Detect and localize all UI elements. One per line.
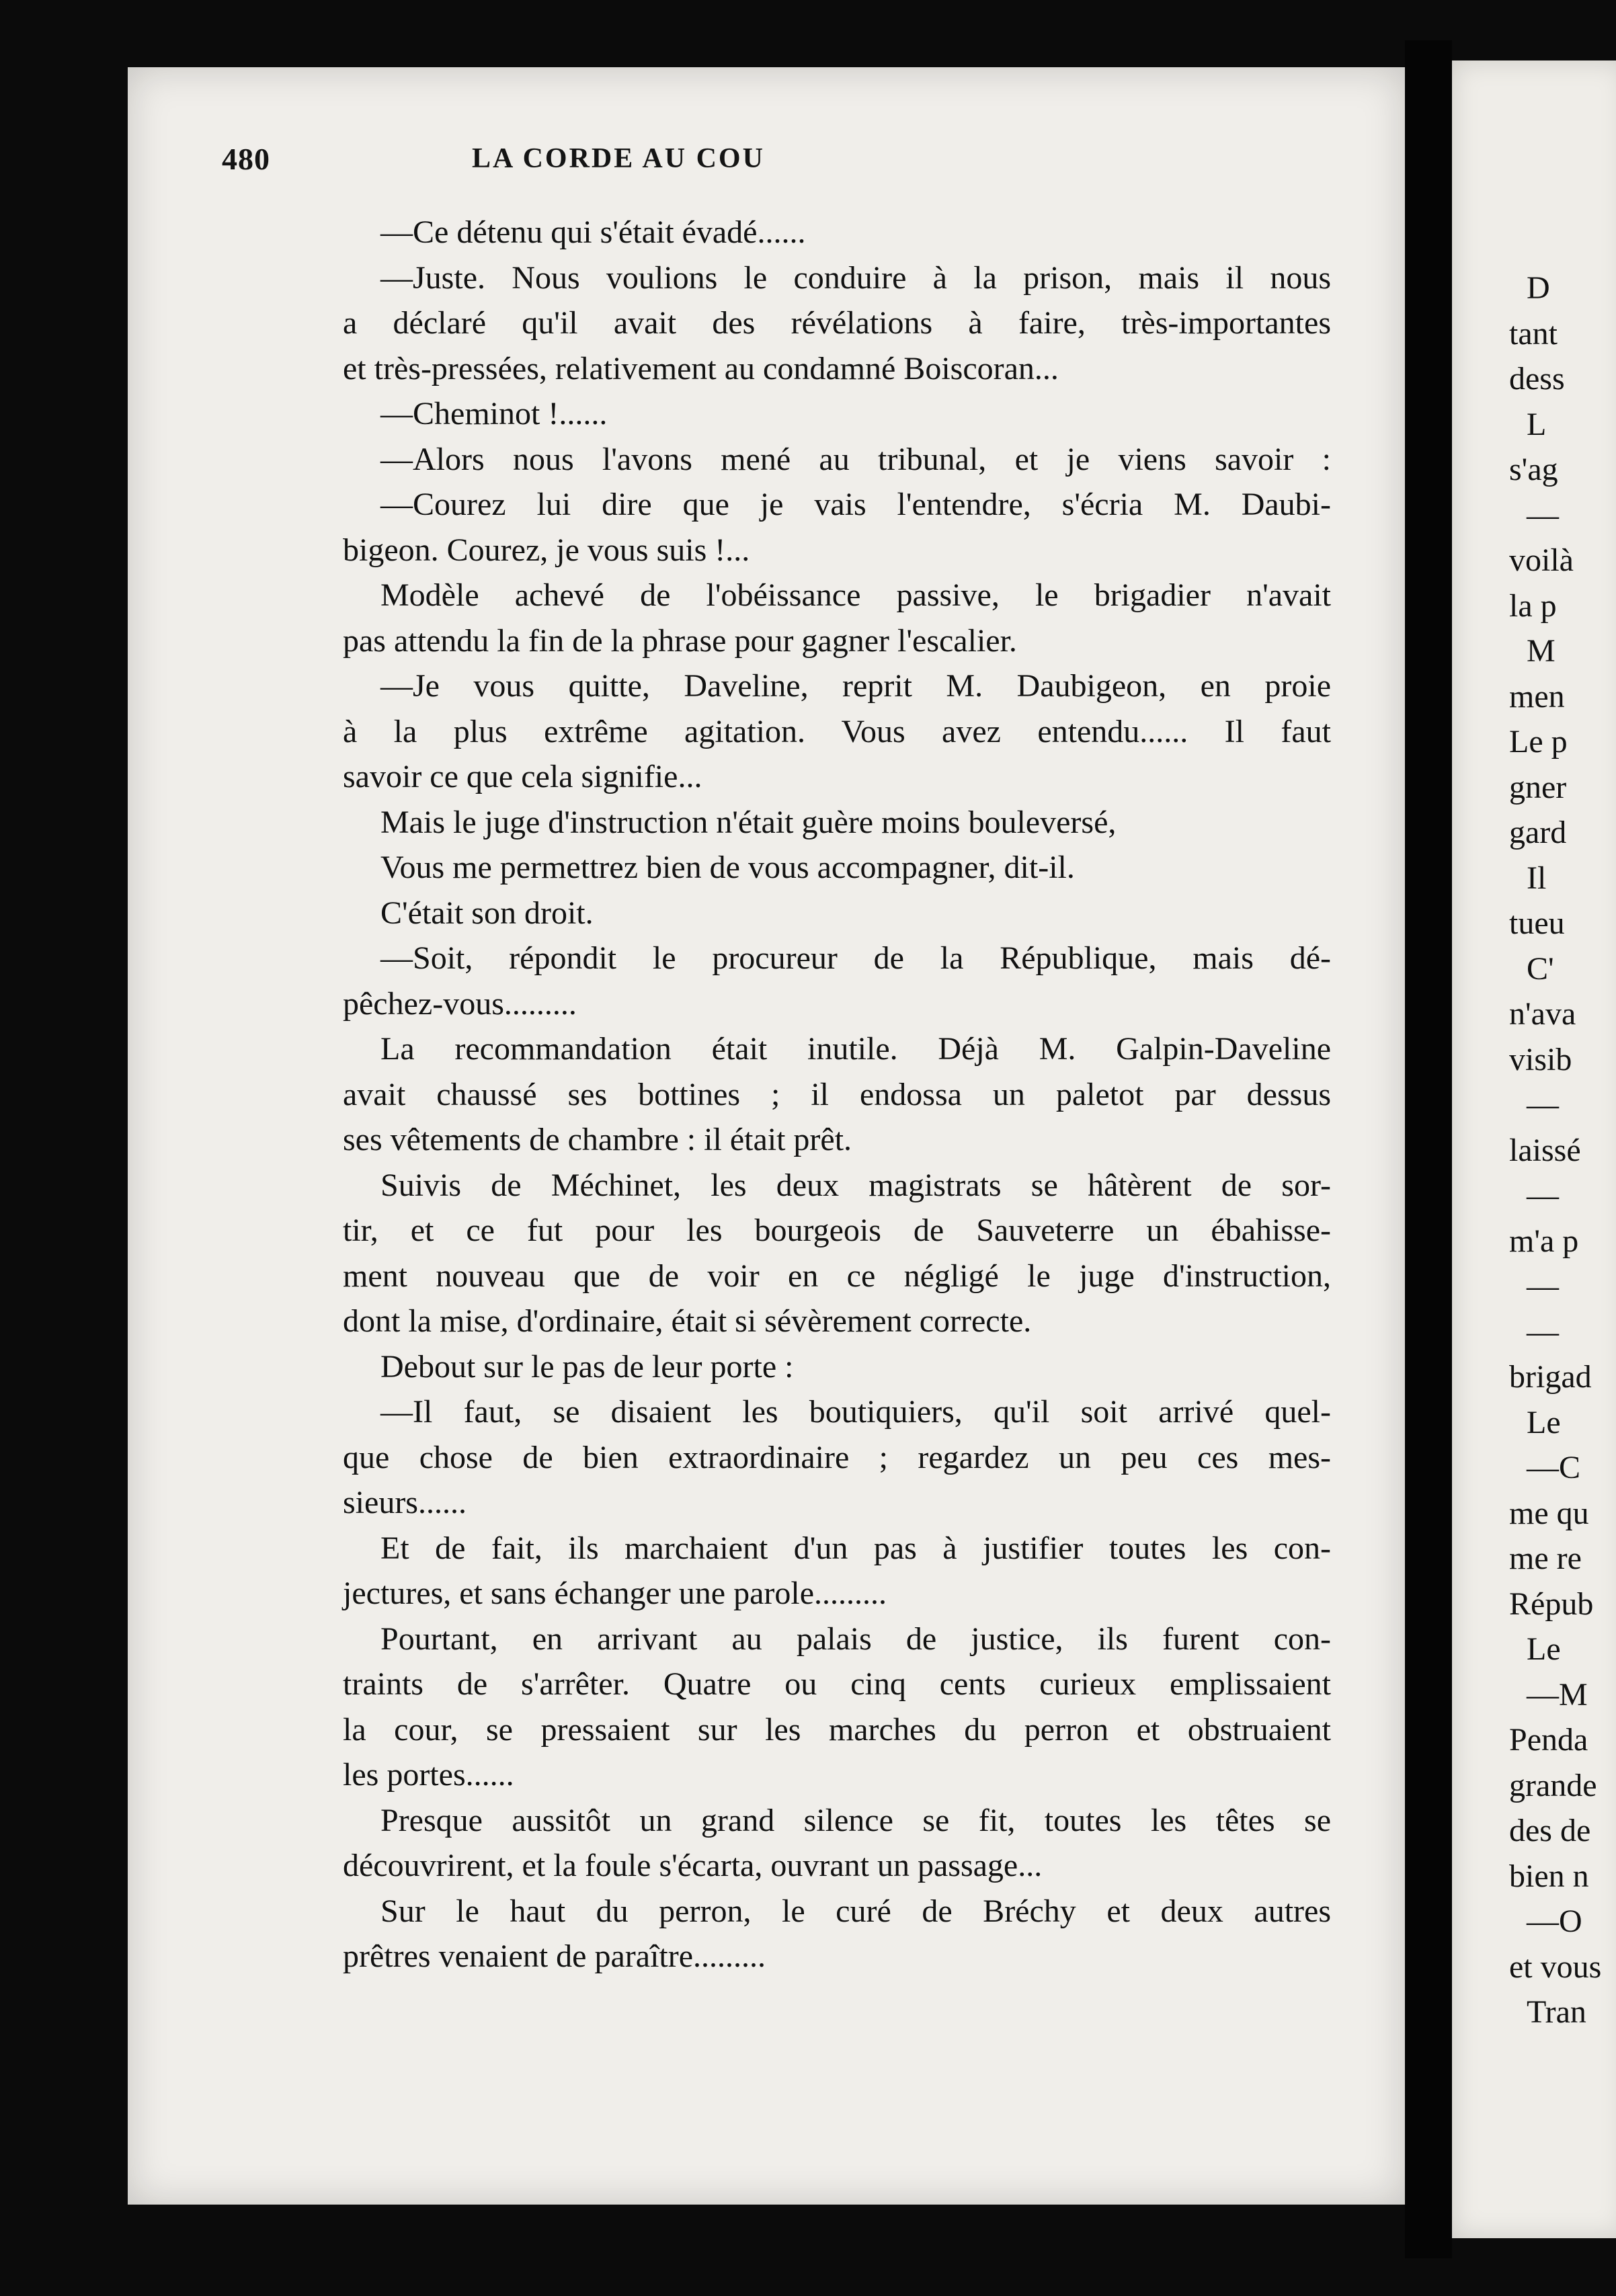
text-line: traints de s'arrêter. Quatre ou cinq cents curieux emplissaient: [343, 1666, 1331, 1702]
text-line-fragment: et vous: [1509, 1949, 1602, 1985]
text-line-fragment: D: [1527, 270, 1550, 306]
text-line: —Il faut, se disaient les boutiquiers, qu'il soit arrivé quel-: [380, 1394, 1331, 1430]
text-line-fragment: visib: [1509, 1041, 1572, 1077]
book-gutter: [1405, 40, 1452, 2258]
text-line-fragment: —: [1527, 1178, 1559, 1213]
text-line-fragment: brigad: [1509, 1359, 1592, 1395]
text-line-fragment: —: [1527, 497, 1559, 533]
text-line-fragment: n'ava: [1509, 996, 1576, 1032]
text-line-fragment: des de: [1509, 1813, 1591, 1848]
text-line-fragment: grande: [1509, 1767, 1597, 1803]
text-line-fragment: s'ag: [1509, 452, 1558, 487]
page-number: 480: [222, 142, 270, 176]
text-line: Debout sur le pas de leur porte :: [380, 1348, 794, 1385]
text-line-fragment: —M: [1527, 1676, 1588, 1713]
text-line-fragment: M: [1527, 633, 1556, 669]
text-line-fragment: me re: [1509, 1541, 1582, 1576]
text-line: découvrirent, et la foule s'écarta, ouvrant un passage...: [343, 1848, 1043, 1883]
text-line: Mais le juge d'instruction n'était guère moins bouleversé,: [380, 804, 1117, 840]
text-line-fragment: —: [1527, 1268, 1559, 1304]
text-line: Suivis de Méchinet, les deux magistrats se hâtèrent de sor-: [380, 1167, 1331, 1203]
text-line: —Je vous quitte, Daveline, reprit M. Daubigeon, en proie: [380, 668, 1331, 704]
text-line: Sur le haut du perron, le curé de Bréchy et deux autres: [380, 1893, 1331, 1929]
text-line: —Cheminot !......: [380, 396, 608, 432]
text-line-fragment: tueu: [1509, 905, 1565, 941]
text-line-fragment: tant: [1509, 315, 1558, 352]
text-line-fragment: bien n: [1509, 1858, 1589, 1894]
text-line: avait chaussé ses bottines ; il endossa un paletot par dessus: [343, 1076, 1331, 1112]
text-line-fragment: Il: [1527, 860, 1547, 896]
text-line-fragment: C': [1527, 950, 1554, 987]
text-line: pêchez-vous.........: [343, 985, 577, 1022]
text-line-fragment: —C: [1527, 1450, 1581, 1485]
right-page-text: [1509, 265, 1616, 2035]
text-line: à la plus extrême agitation. Vous avez entendu...... Il faut: [343, 713, 1331, 749]
text-line-fragment: —: [1527, 1087, 1559, 1122]
text-line-fragment: Tran: [1527, 1994, 1586, 2030]
text-line-fragment: Le p: [1509, 724, 1568, 760]
text-line-fragment: men: [1509, 678, 1565, 714]
text-line: et très-pressées, relativement au condamné Boiscoran...: [343, 350, 1059, 386]
text-line: la cour, se pressaient sur les marches du perron et obstruaient: [343, 1711, 1331, 1748]
text-line: —Alors nous l'avons mené au tribunal, et je viens savoir :: [380, 441, 1331, 477]
text-line: Pourtant, en arrivant au palais de justice, ils furent con-: [380, 1621, 1331, 1657]
text-line-fragment: voilà: [1509, 542, 1574, 578]
text-line: que chose de bien extraordinaire ; regardez un peu ces mes-: [343, 1439, 1331, 1475]
text-line-fragment: Le: [1527, 1631, 1561, 1667]
text-line: les portes......: [343, 1757, 514, 1793]
text-line: —Courez lui dire que je vais l'entendre, s'écria M. Daubi-: [380, 487, 1331, 522]
text-line: dont la mise, d'ordinaire, était si sévèrement correcte.: [343, 1303, 1032, 1339]
text-line: a déclaré qu'il avait des révélations à faire, très-importantes: [343, 305, 1331, 341]
text-line: sieurs......: [343, 1485, 467, 1520]
text-line: Et de fait, ils marchaient d'un pas à justifier toutes les con-: [380, 1530, 1331, 1566]
text-line: jectures, et sans échanger une parole.........: [343, 1575, 887, 1611]
text-line-fragment: Le: [1527, 1404, 1561, 1440]
text-line-fragment: gner: [1509, 769, 1567, 805]
left-page-text: [343, 210, 1331, 1979]
text-line: savoir ce que cela signifie...: [343, 759, 702, 794]
text-line-fragment: la p: [1509, 587, 1557, 624]
text-line: —Juste. Nous voulions le conduire à la prison, mais il nous: [380, 259, 1331, 296]
text-line-fragment: —: [1527, 1313, 1559, 1350]
running-title: LA CORDE AU COU: [472, 143, 765, 174]
text-line: pas attendu la fin de la phrase pour gagner l'escalier.: [343, 622, 1017, 659]
text-line-fragment: Penda: [1509, 1722, 1588, 1758]
text-line: bigeon. Courez, je vous suis !...: [343, 532, 750, 568]
text-line-fragment: Répub: [1509, 1586, 1594, 1622]
text-line: ses vêtements de chambre : il était prêt.: [343, 1122, 852, 1157]
text-line-fragment: me qu: [1509, 1495, 1589, 1531]
text-line: La recommandation était inutile. Déjà M. Galpin-Daveline: [380, 1031, 1331, 1067]
text-line-fragment: m'a p: [1509, 1223, 1579, 1259]
text-line: —Ce détenu qui s'était évadé......: [380, 214, 806, 250]
text-line: Vous me permettrez bien de vous accompagner, dit-il.: [380, 850, 1075, 885]
text-line: tir, et ce fut pour les bourgeois de Sauveterre un ébahisse-: [343, 1213, 1331, 1248]
text-line-fragment: —O: [1527, 1903, 1582, 1939]
text-line: ment nouveau que de voir en ce négligé le juge d'instruction,: [343, 1258, 1331, 1294]
text-line: C'était son droit.: [380, 895, 594, 931]
text-line-fragment: laissé: [1509, 1132, 1581, 1168]
text-line: Modèle achevé de l'obéissance passive, le brigadier n'avait: [380, 577, 1331, 613]
text-line-fragment: gard: [1509, 815, 1567, 850]
text-line-fragment: L: [1527, 406, 1547, 442]
text-line-fragment: dess: [1509, 361, 1565, 397]
page-header: [222, 141, 1015, 188]
text-line: Presque aussitôt un grand silence se fit, toutes les têtes se: [380, 1802, 1331, 1838]
text-line: —Soit, répondit le procureur de la République, mais dé-: [380, 940, 1331, 976]
text-line: prêtres venaient de paraître.........: [343, 1938, 766, 1974]
